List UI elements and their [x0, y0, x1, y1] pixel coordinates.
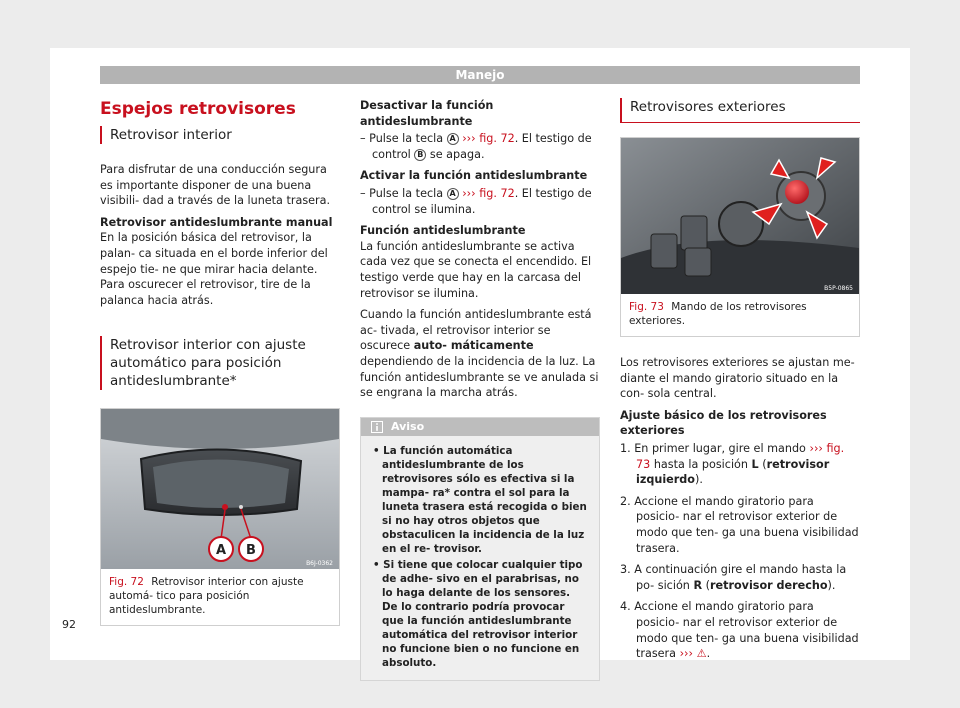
deactivate-step-end: se apaga.	[429, 147, 485, 161]
mirror-knob-illustration	[621, 138, 859, 294]
exterior-mirrors-title: Retrovisores exteriores	[620, 98, 860, 123]
position-r: R	[693, 578, 703, 592]
xref-arrows: ›››	[809, 441, 823, 455]
key-a-badge: A	[447, 133, 459, 145]
function-text-a: Cuando la función antideslumbrante está ac- tivada, el retrovisor interior se oscurece	[360, 308, 592, 353]
step-text: 3. A continuación gire el mando hasta la po- sición	[620, 563, 847, 592]
figure-73	[620, 137, 860, 337]
info-icon	[371, 421, 383, 433]
position-l-name: retrovisor izquierdo	[636, 457, 830, 487]
deactivate-step	[360, 131, 600, 162]
function-heading: Función antideslumbrante	[360, 224, 526, 238]
position-r-name: retrovisor derecho	[710, 578, 828, 592]
list-item: 2. Accione el mando giratorio para posicio- nar el retrovisor exterior de modo que ten- ga una buena visibilidad trasera.	[620, 494, 859, 555]
basic-adjust-heading: Ajuste básico de los retrovisores exteriores	[620, 408, 827, 438]
section-title: Espejos retrovisores	[100, 99, 296, 119]
chapter-header: Manejo	[100, 66, 860, 84]
figure-72	[100, 408, 340, 626]
page-number: 92	[62, 618, 76, 631]
figure-code: B6J-0362	[306, 560, 333, 568]
step-text: 1. En primer lugar, gire el mando	[620, 441, 806, 455]
steps-list	[620, 441, 860, 662]
notice-item: • Si tiene que colocar cualquier tipo de adhe- sivo en el parabrisas, no lo haga delante de los sensores. De lo contrario podría provocar que la función antideslumbrante automática del retrovisor interior no funcione bien o no funcione en absoluto.	[373, 558, 583, 669]
xref-arrows: ›››	[679, 647, 693, 661]
manual-heading: Retrovisor antideslumbrante manual	[100, 215, 333, 229]
column-left	[100, 98, 340, 626]
deactivate-step-text: – Pulse la tecla	[360, 132, 444, 146]
figure-link[interactable]: fig. 73	[636, 441, 845, 471]
step-text: 4. Accione el mando giratorio para posicio- nar el retrovisor exterior de modo que ten- ga una buena visibilidad trasera	[620, 600, 859, 661]
key-a-badge: A	[447, 188, 459, 200]
column-middle	[360, 98, 600, 681]
exterior-intro: Los retrovisores exteriores se ajustan me- diante el mando giratorio situado en la con- sola central.	[620, 356, 855, 401]
figure-number: Fig. 73	[629, 301, 664, 313]
activate-heading: Activar la función antideslumbrante	[360, 169, 588, 183]
subsection-title: Retrovisor interior	[100, 126, 340, 144]
figure-link[interactable]: fig. 72	[479, 132, 515, 146]
figure-number: Fig. 72	[109, 576, 144, 589]
activate-step-text: – Pulse la tecla	[360, 186, 444, 200]
xref-arrows: ›››	[462, 132, 476, 146]
function-text-c: dependiendo de la incidencia de la luz. La función antideslumbrante se ve anulada si se engrana la marcha atrás.	[360, 354, 599, 400]
auto-subtitle: Retrovisor interior con ajuste automático para posición antideslumbrante*	[100, 336, 340, 390]
notice-header	[361, 418, 599, 436]
intro-paragraph: Para disfrutar de una conducción segura es importante disponer de una buena visibili- dad a través de la luneta trasera.	[100, 163, 331, 208]
figure-caption-text: Mando de los retrovisores exteriores.	[629, 301, 807, 327]
notice-item-text: La función automática antideslumbrante de los retrovisores sólo es efectiva si la mampa- ra* contra el sol para la luneta trasera está recogida o bien si no hay otros objetos que obstaculicen la incidencia de la luz en el re- trovisor.	[382, 444, 587, 555]
activate-step-text-2: . El testigo de control se ilumina.	[372, 186, 592, 216]
function-text-bold: auto- máticamente	[413, 339, 534, 353]
notice-item: • La función automática antideslumbrante de los retrovisores sólo es efectiva si la mampa- ra* contra el sol para la luneta trasera está recogida o bien si no hay otros objetos que obstaculicen la incidencia de la luz en el re- trovisor.	[373, 444, 587, 555]
xref-arrows: ›››	[462, 186, 476, 200]
column-right	[620, 98, 860, 668]
figure-caption-text: Retrovisor interior con ajuste automá- tico para posición antideslumbrante.	[109, 576, 304, 617]
callout-b: B	[246, 543, 256, 559]
deactivate-step-text-2: . El testigo de control	[372, 132, 592, 161]
list-item: 4. Accione el mando giratorio para posicio- nar el retrovisor exterior de modo que ten- ga una buena visibilidad trasera ››› ⚠.	[620, 600, 859, 661]
figure-caption	[621, 294, 859, 336]
notice-body	[361, 436, 599, 680]
position-l: L	[751, 457, 759, 471]
rearview-mirror-illustration	[101, 409, 339, 569]
key-b-badge: B	[414, 149, 426, 161]
step-text-2: hasta la posición	[653, 457, 748, 471]
list-item: 1. En primer lugar, gire el mando ››› fig. 73 hasta la posición L (retrovisor izquierdo).	[620, 441, 845, 487]
warning-icon[interactable]: ⚠	[696, 647, 707, 661]
figure-link[interactable]: fig. 72	[479, 186, 515, 200]
figure-code: B5P-0865	[824, 285, 853, 292]
notice-box	[360, 417, 600, 681]
function-paragraph-2	[360, 307, 600, 401]
notice-title: Aviso	[391, 419, 425, 433]
manual-paragraph: En la posición básica del retrovisor, la palan- ca situada en el borde inferior del espejo tie- ne que mirar hacia delante. Para oscurecer el retrovisor, tire de la palanca hacia atrás.	[100, 231, 328, 307]
notice-item-text: Si tiene que colocar cualquier tipo de adhe- sivo en el parabrisas, no lo haga delante de los sensores. De lo contrario podría provocar que la función antideslumbrante automática del retrovisor interior no funcione bien o no funcione en absoluto.	[382, 558, 583, 669]
list-item: 3. A continuación gire el mando hasta la po- sición R (retrovisor derecho).	[620, 563, 847, 592]
activate-step	[360, 186, 600, 217]
callout-a: A	[215, 543, 227, 559]
function-paragraph-1: La función antideslumbrante se activa cada vez que se conecta el encendido. El testigo verde que hay en la carcasa del retrovisor se ilumina.	[360, 239, 592, 300]
figure-caption	[101, 569, 339, 625]
deactivate-heading: Desactivar la función antideslumbrante	[360, 99, 494, 128]
